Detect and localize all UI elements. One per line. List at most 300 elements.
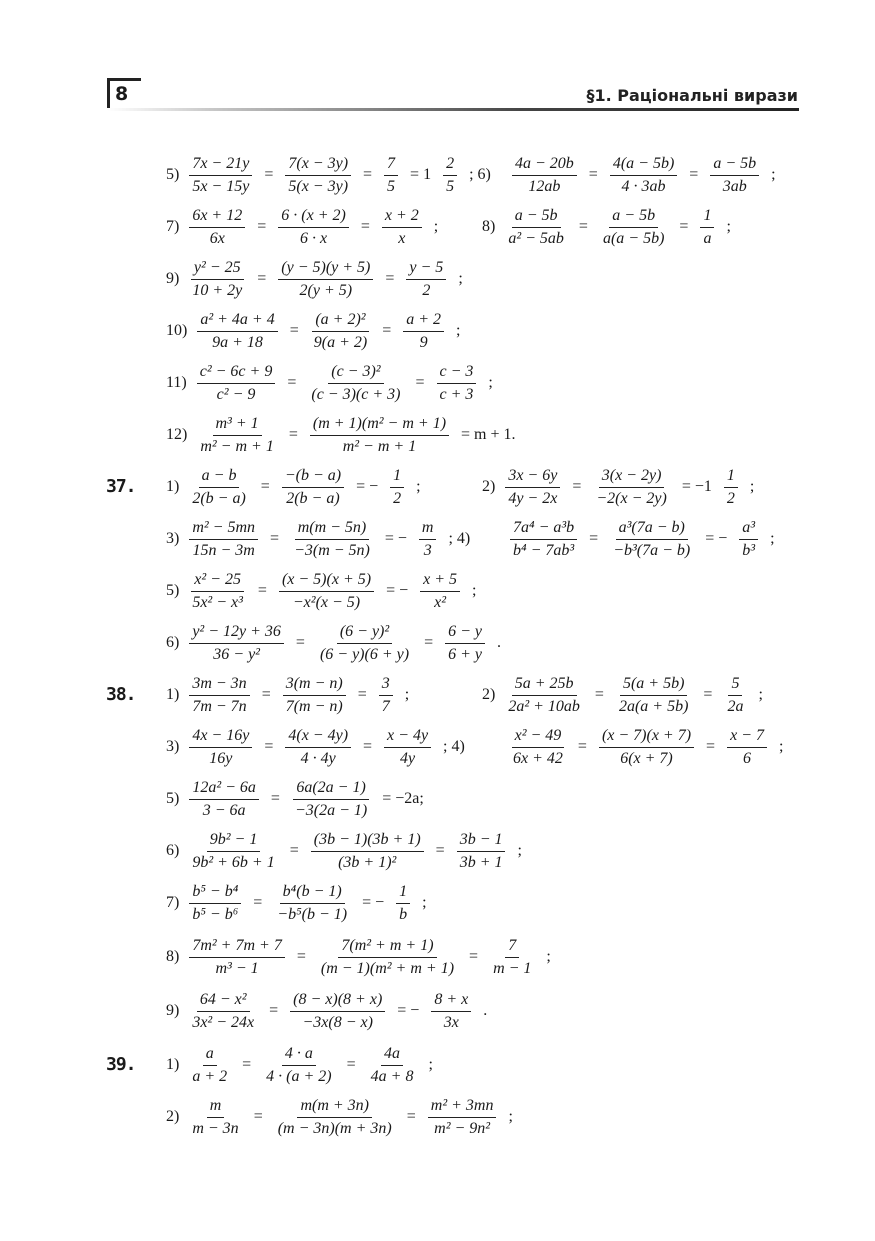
denominator: x — [398, 229, 406, 247]
fraction — [505, 467, 560, 508]
numerator: (a + 2)² — [312, 311, 368, 332]
numerator: 3b − 1 — [457, 831, 506, 852]
numerator: (8 − x)(8 + x) — [290, 991, 385, 1012]
fraction — [420, 571, 460, 612]
numerator: m² − 5mn — [189, 519, 258, 540]
numerator: x − 4y — [384, 727, 431, 748]
numerator: 6x + 12 — [189, 207, 245, 228]
operator: = — [589, 530, 599, 547]
formula-line — [166, 202, 446, 252]
operator: = — [346, 1056, 356, 1073]
fraction — [189, 259, 245, 300]
equation — [185, 519, 478, 560]
operator: = − — [705, 530, 728, 547]
operator: = − — [386, 582, 409, 599]
fraction — [384, 155, 398, 196]
numerator: 4a − 20b — [512, 155, 577, 176]
denominator: 16y — [209, 749, 233, 767]
equation — [185, 675, 417, 716]
numerator: m(m − 5n) — [295, 519, 370, 540]
operator: ; 6) — [469, 166, 491, 183]
denominator: (m − 1)(m² + m + 1) — [320, 959, 455, 977]
fraction — [189, 1045, 230, 1086]
denominator: a + 2 — [192, 1067, 228, 1085]
denominator: 6x — [209, 229, 225, 247]
denominator: −3(2a − 1) — [294, 801, 368, 819]
denominator: a² − 5ab — [508, 229, 564, 247]
denominator: c + 3 — [439, 385, 474, 403]
equation — [506, 727, 791, 768]
denominator: (m − 3n)(m + 3n) — [277, 1119, 392, 1137]
operator: = — [296, 948, 306, 965]
denominator: 9(a + 2) — [313, 333, 368, 351]
operator: = — [360, 218, 370, 235]
formula-line — [166, 254, 471, 304]
numerator: (6 − y)² — [337, 623, 392, 644]
numerator: 5 — [728, 675, 742, 696]
denominator: 7(m − n) — [285, 697, 343, 715]
item-number: 5) — [166, 166, 180, 183]
fraction — [512, 155, 577, 196]
fraction — [510, 519, 577, 560]
numerator: 2 — [443, 155, 457, 176]
item-number: 7) — [166, 894, 180, 911]
numerator: (c − 3)² — [328, 363, 383, 384]
denominator: b⁵ − b⁶ — [192, 905, 239, 923]
formula-line — [166, 514, 478, 564]
formula-line — [506, 514, 783, 564]
fraction — [710, 155, 759, 196]
operator: = — [588, 166, 598, 183]
numerator: 8 + x — [431, 991, 471, 1012]
denominator: m − 3n — [192, 1119, 239, 1137]
operator: = — [363, 166, 373, 183]
denominator: 4 · 4y — [300, 749, 336, 767]
operator: = — [253, 1108, 263, 1125]
numerator: y² − 12y + 36 — [189, 623, 284, 644]
exercise-number: 39. — [106, 1054, 136, 1075]
denominator: 5 — [446, 177, 455, 195]
fraction — [189, 571, 246, 612]
formula-line — [166, 986, 495, 1036]
denominator: 4y − 2x — [508, 489, 558, 507]
numerator: 6 · (x + 2) — [278, 207, 349, 228]
operator: = — [594, 686, 604, 703]
numerator: 3(x − 2y) — [599, 467, 665, 488]
denominator: 2 — [422, 281, 431, 299]
denominator: 9 — [419, 333, 428, 351]
item-number: 6) — [166, 842, 180, 859]
equation — [501, 675, 771, 716]
numerator: 3m − 3n — [189, 675, 249, 696]
denominator: 36 − y² — [213, 645, 260, 663]
fraction — [390, 467, 404, 508]
item-number: 8) — [166, 948, 180, 965]
numerator: 3(m − n) — [283, 675, 346, 696]
numerator: m(m + 3n) — [297, 1097, 372, 1118]
fraction — [510, 727, 566, 768]
numerator: a² + 4a + 4 — [197, 311, 277, 332]
operator: = — [287, 374, 297, 391]
fraction — [311, 311, 370, 352]
operator: = — [270, 790, 280, 807]
fraction — [189, 937, 285, 978]
denominator: 2a² + 10ab — [508, 697, 580, 715]
formula-line — [166, 150, 499, 200]
fraction — [700, 207, 714, 248]
fraction — [285, 727, 351, 768]
operator: = − — [397, 1002, 420, 1019]
equation — [185, 1045, 441, 1086]
formula-line — [166, 1092, 521, 1142]
numerator: 64 − x² — [197, 991, 250, 1012]
equation — [506, 519, 783, 560]
fraction — [189, 991, 257, 1032]
numerator: 4(x − 4y) — [285, 727, 351, 748]
fraction — [285, 155, 351, 196]
item-number: 11) — [166, 374, 187, 391]
equation — [185, 1097, 521, 1138]
formula-line — [166, 722, 473, 772]
fraction — [189, 155, 252, 196]
operator: = — [269, 1002, 279, 1019]
fraction — [189, 623, 284, 664]
operator: ; — [771, 166, 776, 183]
formula-line — [166, 306, 468, 356]
formula-line — [482, 202, 739, 252]
denominator: 2(y + 5) — [299, 281, 353, 299]
denominator: 7m − 7n — [192, 697, 247, 715]
operator: = — [577, 738, 587, 755]
numerator: 7(m² + m + 1) — [338, 937, 436, 958]
numerator: (x − 5)(x + 5) — [279, 571, 374, 592]
denominator: 5x − 15y — [192, 177, 250, 195]
fraction — [505, 675, 583, 716]
denominator: 6x + 42 — [513, 749, 563, 767]
denominator: 5x² − x³ — [192, 593, 243, 611]
fraction — [310, 415, 449, 456]
page-number: 8 — [115, 83, 129, 105]
fraction — [428, 1097, 497, 1138]
fraction — [610, 155, 677, 196]
formula-line — [166, 774, 432, 824]
numerator: x + 2 — [382, 207, 422, 228]
denominator: −2(x − 2y) — [596, 489, 667, 507]
numerator: 1 — [390, 467, 404, 488]
denominator: 3ab — [722, 177, 747, 195]
equation — [185, 727, 473, 768]
denominator: 2(b − a) — [286, 489, 340, 507]
operator: ; — [472, 582, 477, 599]
operator: ; — [404, 686, 410, 703]
fraction — [189, 1097, 241, 1138]
numerator: 7 — [505, 937, 519, 958]
denominator: 3 — [423, 541, 432, 559]
fraction — [197, 363, 276, 404]
formula-line — [482, 670, 771, 720]
formula-line — [508, 150, 784, 200]
operator: = — [424, 634, 434, 651]
numerator: 4a — [381, 1045, 403, 1066]
operator: = m + 1. — [461, 426, 516, 443]
operator: = — [357, 686, 367, 703]
fraction — [189, 831, 277, 872]
denominator: −x²(x − 5) — [292, 593, 361, 611]
fraction — [616, 675, 691, 716]
operator: . — [497, 634, 501, 651]
formula-line — [166, 878, 435, 928]
fraction — [279, 571, 374, 612]
denominator: b — [399, 905, 408, 923]
fraction — [379, 675, 393, 716]
numerator: (x − 7)(x + 7) — [599, 727, 694, 748]
fraction — [724, 675, 746, 716]
denominator: m − 1 — [493, 959, 532, 977]
operator: . — [483, 1002, 488, 1019]
numerator: 1 — [724, 467, 738, 488]
operator: = — [385, 270, 395, 287]
operator: = − — [356, 478, 379, 495]
operator: = — [363, 738, 373, 755]
denominator: m³ − 1 — [215, 959, 259, 977]
operator: = — [260, 478, 270, 495]
numerator: 1 — [396, 883, 410, 904]
denominator: 9b² + 6b + 1 — [192, 853, 275, 871]
numerator: 12a² − 6a — [189, 779, 259, 800]
operator: ; — [508, 1108, 513, 1125]
numerator: x + 5 — [420, 571, 460, 592]
fraction — [593, 467, 669, 508]
denominator: 2(b − a) — [192, 489, 246, 507]
operator: = — [257, 582, 267, 599]
operator: ; — [546, 948, 551, 965]
page-header — [0, 0, 875, 130]
fraction — [384, 727, 431, 768]
item-number: 8) — [482, 218, 496, 235]
formula-line — [166, 358, 501, 408]
item-number: 10) — [166, 322, 188, 339]
exercise-number: 38. — [106, 684, 136, 705]
operator: = — [264, 738, 274, 755]
item-number: 7) — [166, 218, 180, 235]
numerator: b⁵ − b⁴ — [189, 883, 241, 904]
numerator: 5a + 25b — [512, 675, 577, 696]
operator: = — [469, 948, 479, 965]
operator: ; — [428, 1056, 433, 1073]
denominator: 3x — [443, 1013, 459, 1031]
fraction — [724, 467, 738, 508]
equation — [193, 311, 468, 352]
operator: = — [703, 686, 713, 703]
numerator: a + 2 — [403, 311, 444, 332]
fraction — [739, 519, 758, 560]
numerator: m² + 3mn — [428, 1097, 497, 1118]
item-number: 9) — [166, 1002, 180, 1019]
denominator: 15n − 3m — [192, 541, 255, 559]
fraction — [317, 623, 412, 664]
operator: = −2a; — [382, 790, 424, 807]
denominator: 6 · x — [299, 229, 328, 247]
fraction — [189, 467, 248, 508]
fraction — [490, 937, 534, 978]
equation — [508, 155, 784, 196]
fraction — [437, 363, 477, 404]
denominator: 7 — [381, 697, 390, 715]
numerator: m — [207, 1097, 225, 1118]
denominator: 9a + 18 — [212, 333, 263, 351]
formula-line — [166, 932, 559, 982]
fraction — [600, 207, 667, 248]
equation — [185, 207, 446, 248]
fraction — [189, 727, 252, 768]
fraction — [189, 779, 259, 820]
fraction — [727, 727, 767, 768]
fraction — [189, 519, 258, 560]
item-number: 1) — [166, 478, 180, 495]
numerator: x² − 49 — [512, 727, 565, 748]
numerator: 7m² + 7m + 7 — [189, 937, 285, 958]
fraction — [263, 1045, 334, 1086]
item-number: 2) — [482, 478, 496, 495]
numerator: m³ + 1 — [213, 415, 262, 436]
item-number: 6) — [166, 634, 180, 651]
fraction — [431, 991, 471, 1032]
fraction — [419, 519, 437, 560]
fraction — [275, 1097, 395, 1138]
numerator: (y − 5)(y + 5) — [278, 259, 373, 280]
numerator: 6a(2a − 1) — [293, 779, 368, 800]
fraction — [197, 415, 277, 456]
operator: = — [261, 686, 271, 703]
denominator: 2 — [393, 489, 402, 507]
denominator: (3b + 1)² — [338, 853, 397, 871]
numerator: (m + 1)(m² − m + 1) — [310, 415, 449, 436]
fraction — [278, 259, 373, 300]
exercise-number: 37. — [106, 476, 136, 497]
equation — [185, 779, 431, 820]
header-rule — [107, 108, 799, 111]
operator: ; — [749, 478, 755, 495]
numerator: 7(x − 3y) — [285, 155, 351, 176]
operator: = — [435, 842, 445, 859]
numerator: 7 — [384, 155, 398, 176]
operator: = — [288, 426, 298, 443]
operator: ; — [433, 218, 439, 235]
operator: ; — [488, 374, 493, 391]
operator: ; — [770, 530, 775, 547]
numerator: a − b — [199, 467, 240, 488]
operator: = — [415, 374, 425, 391]
operator: = — [289, 322, 299, 339]
denominator: 3 − 6a — [202, 801, 246, 819]
operator: ; — [416, 478, 421, 495]
equation — [501, 467, 762, 508]
operator: ; — [456, 322, 461, 339]
denominator: 3x² − 24x — [192, 1013, 255, 1031]
fraction — [189, 883, 241, 924]
formula-line — [166, 410, 524, 460]
numerator: 4 · a — [282, 1045, 316, 1066]
item-number: 3) — [166, 738, 180, 755]
section-title: §1. Раціональні вирази — [586, 86, 798, 105]
operator: = — [382, 322, 392, 339]
fraction — [457, 831, 506, 872]
formula-line — [166, 566, 484, 616]
operator: = — [253, 894, 263, 911]
equation — [185, 831, 530, 872]
operator: ; — [726, 218, 731, 235]
fraction — [283, 675, 346, 716]
operator: ; 4) — [448, 530, 471, 547]
equation — [185, 259, 470, 300]
numerator: a³(7a − b) — [616, 519, 688, 540]
fraction — [610, 519, 693, 560]
numerator: b⁴(b − 1) — [280, 883, 345, 904]
equation — [185, 937, 559, 978]
operator: = — [706, 738, 716, 755]
numerator: c − 3 — [437, 363, 477, 384]
operator: = 1 — [410, 166, 432, 183]
denominator: c² − 9 — [216, 385, 256, 403]
operator: ; — [517, 842, 522, 859]
equation — [185, 467, 428, 508]
numerator: m — [419, 519, 437, 540]
denominator: a(a − 5b) — [602, 229, 665, 247]
numerator: y² − 25 — [191, 259, 244, 280]
numerator: a — [203, 1045, 217, 1066]
denominator: −3x(8 − x) — [302, 1013, 373, 1031]
numerator: (3b − 1)(3b + 1) — [311, 831, 424, 852]
formula-line — [506, 722, 791, 772]
numerator: y − 5 — [406, 259, 446, 280]
formula-line — [482, 462, 762, 512]
item-number: 3) — [166, 530, 180, 547]
operator: = — [242, 1056, 252, 1073]
fraction — [396, 883, 410, 924]
denominator: 2 — [726, 489, 735, 507]
denominator: x² — [434, 593, 447, 611]
denominator: 6(x + 7) — [620, 749, 673, 767]
denominator: a — [703, 229, 712, 247]
operator: ; — [758, 686, 763, 703]
numerator: 5(a + 5b) — [620, 675, 687, 696]
numerator: 9b² − 1 — [207, 831, 261, 852]
numerator: a³ — [739, 519, 758, 540]
denominator: m² − m + 1 — [342, 437, 417, 455]
numerator: 4x − 16y — [189, 727, 252, 748]
numerator: 3x − 6y — [505, 467, 560, 488]
formula-line — [166, 670, 417, 720]
numerator: 7a⁴ − a³b — [510, 519, 577, 540]
numerator: a − 5b — [512, 207, 561, 228]
item-number: 2) — [482, 686, 496, 703]
denominator: 5 — [387, 177, 396, 195]
formula-line — [166, 1040, 441, 1090]
denominator: b⁴ − 7ab³ — [513, 541, 575, 559]
operator: ; — [458, 270, 463, 287]
denominator: m² − 9n² — [434, 1119, 491, 1137]
denominator: −3(m − 5n) — [294, 541, 370, 559]
fraction — [189, 207, 245, 248]
operator: = — [257, 270, 267, 287]
operator: = — [406, 1108, 416, 1125]
fraction — [406, 259, 446, 300]
operator: = — [578, 218, 588, 235]
numerator: x − 7 — [727, 727, 767, 748]
fraction — [403, 311, 444, 352]
equation — [185, 155, 499, 196]
numerator: 7x − 21y — [189, 155, 252, 176]
